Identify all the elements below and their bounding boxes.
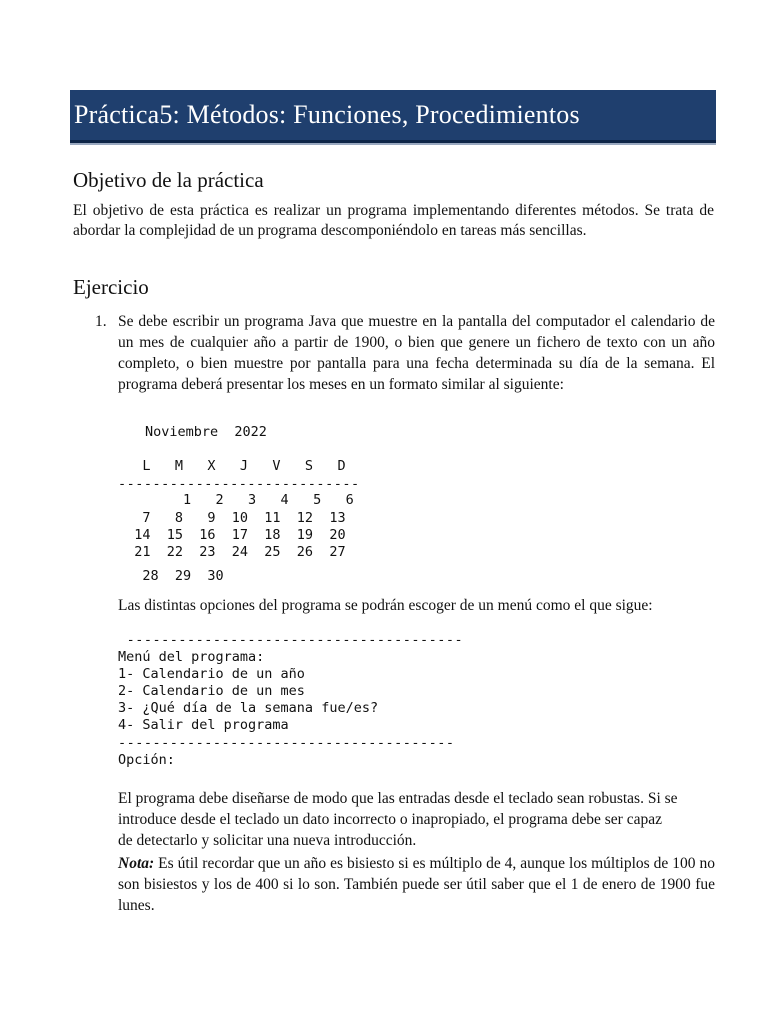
nota-label: Nota:: [118, 855, 155, 872]
robust-text: El programa debe diseñarse de modo que las entradas desde el teclado sean robustas. Si se introduce desde el teclado un dato incorrecto o inapropiado, el programa debe ser capaz de detectarlo y solicitar una nueva introducción.: [118, 790, 678, 849]
calendar-week-row: 21 22 23 24 25 26 27: [118, 544, 346, 560]
objetivo-text: El objetivo de esta práctica es realizar un programa implementando diferentes métodos. Se trata de abordar la complejidad de un programa descomponiéndolo en tareas más sencillas.: [73, 202, 714, 239]
calendar-week-row: 1 2 3 4 5 6: [118, 492, 354, 508]
objetivo-heading: Objetivo de la práctica: [73, 168, 264, 192]
calendar-rule: ----------------------------: [118, 476, 360, 492]
menu-option: 3- ¿Qué día de la semana fue/es?: [118, 700, 379, 716]
calendar-week-row: 28 29 30: [118, 568, 224, 584]
menu-rule-bottom: ---------------------------------------: [118, 735, 455, 751]
page-title: Práctica5: Métodos: Funciones, Procedimientos: [74, 100, 580, 129]
menu-rule-top: ---------------------------------------: [118, 632, 464, 648]
calendar-week-row: 7 8 9 10 11 12 13: [118, 510, 346, 526]
menu-prompt: Opción:: [118, 752, 175, 768]
calendar-title: Noviembre 2022: [145, 424, 267, 440]
nota-paragraph: [118, 853, 715, 916]
menu-title: Menú del programa:: [118, 649, 265, 665]
menu-intro: Las distintas opciones del programa se podrán escoger de un menú como el que sigue:: [118, 597, 653, 614]
item-text: Se debe escribir un programa Java que muestre en la pantalla del computador el calendario de un mes de cualquier año a partir de 1900, o bien que genere un fichero de texto con un año completo, o bien muestre por pantalla para una fecha determinada su día de la semana. El programa deberá presentar los meses en un formato similar al siguiente:: [118, 313, 715, 393]
menu-option: 4- Salir del programa: [118, 717, 289, 733]
nota-text: Es útil recordar que un año es bisiesto si es múltiplo de 4, aunque los múltiplos de 100 no son bisiestos y los de 400 si lo son. También puede ser útil saber que el 1 de enero de 1900 fue lunes.: [118, 855, 715, 914]
ejercicio-heading: Ejercicio: [73, 275, 149, 299]
item-number: 1.: [95, 313, 107, 330]
menu-option: 2- Calendario de un mes: [118, 683, 305, 699]
ejercicio-item: [95, 311, 715, 395]
title-bar: [70, 90, 716, 143]
calendar-weekday-header: L M X J V S D: [118, 458, 346, 474]
calendar-week-row: 14 15 16 17 18 19 20: [118, 527, 346, 543]
menu-option: 1- Calendario de un año: [118, 666, 305, 682]
